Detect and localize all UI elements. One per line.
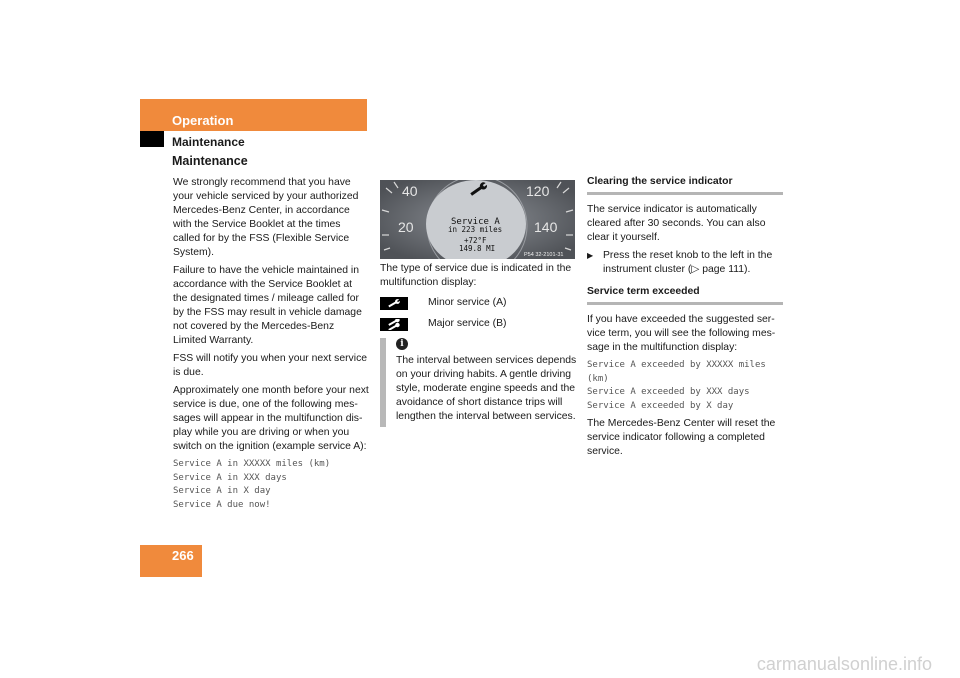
info-note [380, 338, 578, 427]
wrench-icon [380, 297, 408, 310]
instruction-text: Press the reset knob to the left in the instrument cluster (▷ page 111). [603, 250, 773, 275]
subsection-title: Maintenance [172, 135, 245, 149]
header-marker [140, 131, 164, 147]
service-row [380, 294, 576, 312]
message-item: Service A exceeded by X day [587, 400, 734, 411]
paragraph: We strongly recommend that you have your vehicle serviced by your authorized Mercedes-Benz Center, in accordance with the Service Booklet at the times called for by the FSS (Flexible Service System). [173, 177, 359, 258]
message-list [173, 458, 369, 512]
message-item: Service A exceeded by XXXXX miles (km) [587, 360, 766, 384]
display-line: in 223 miles [448, 225, 503, 234]
paragraph: If you have exceeded the suggested ser-vice term, you will see the following mes-sage in the multifunction display: [587, 314, 776, 353]
paragraph: FSS will notify you when your next service is due. [173, 353, 368, 378]
display-line: Service A [451, 217, 500, 227]
watermark [0, 654, 960, 675]
triangle-bullet-icon: ▶ [587, 251, 594, 260]
message-item: Service A in XXX days [173, 472, 287, 483]
watermark-text: carmanualsonline.info [756, 654, 932, 674]
note-text: The interval between services depends on your driving habits. A gentle driving style, moderate engine speeds and the avoidance of short distance trips will lengthen the interval between services. [396, 355, 577, 422]
page-title: Maintenance [172, 154, 248, 168]
gauge-label: 20 [398, 219, 414, 235]
service-label: Minor service (A) [428, 297, 507, 308]
paragraph: Failure to have the vehicle maintained in accordance with the Service Booklet at the designated times / mileage called for by the FSS may result in vehicle damage not covered by the Mercedes-Benz Limited Warranty. [173, 265, 362, 346]
info-icon: i [396, 338, 408, 350]
column-3 [587, 175, 783, 463]
page-number: 266 [172, 548, 194, 563]
image-code: P54 32-2101-31 [524, 252, 564, 258]
paragraph: Approximately one month before your next service is due, one of the following mes-sages will appear in the multifunction dis-play while you are driving or when you switch on the ignition (example service A): [173, 385, 369, 452]
instrument-cluster-image [380, 180, 575, 259]
subheading: Service term exceeded [587, 285, 783, 305]
section-title: Operation [172, 113, 234, 128]
odometer-readout: 149.8 MI [459, 244, 496, 253]
gauge-label: 140 [534, 219, 558, 235]
column-2 [380, 262, 576, 336]
instruction-step [587, 249, 783, 277]
subheading: Clearing the service indicator [587, 175, 783, 195]
note-bar [380, 338, 386, 427]
message-item: Service A in X day [173, 486, 271, 497]
paragraph: The type of service due is indicated in the multifunction display: [380, 263, 572, 288]
service-row [380, 315, 576, 333]
paragraph: The service indicator is automatically cleared after 30 seconds. You can also clear it yourself. [587, 204, 766, 243]
paragraph: The Mercedes-Benz Center will reset the service indicator following a completed service. [587, 418, 776, 458]
message-item: Service A exceeded by XXX days [587, 387, 750, 398]
message-item: Service A due now! [173, 499, 271, 510]
message-list [587, 359, 783, 413]
message-item: Service A in XXXXX miles (km) [173, 459, 331, 469]
double-wrench-icon [380, 318, 408, 331]
service-label: Major service (B) [428, 318, 507, 329]
gauge-label: 40 [402, 183, 418, 199]
gauge-label: 120 [526, 183, 550, 199]
temperature-readout: +72°F [464, 236, 487, 245]
column-1 [173, 176, 369, 512]
